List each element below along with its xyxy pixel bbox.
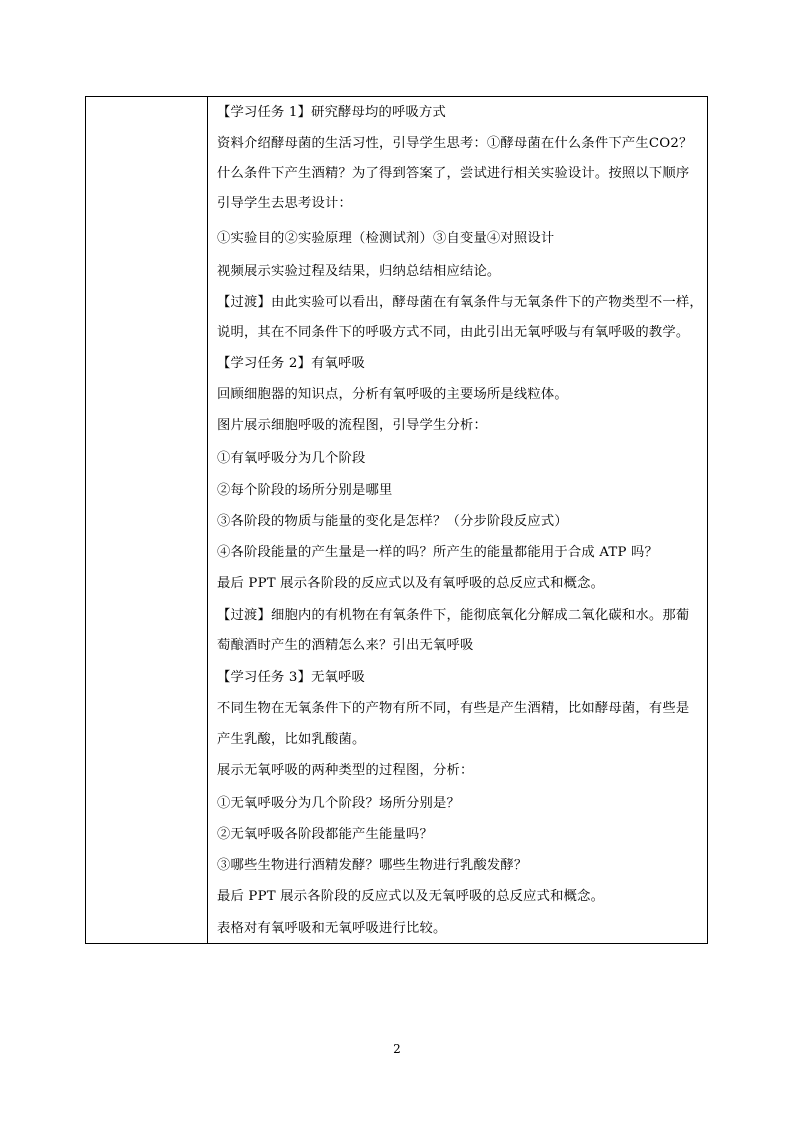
text-line: 最后 PPT 展示各阶段的反应式以及有氧呼吸的总反应式和概念。 [217,576,605,591]
text-line: 不同生物在无氧条件下的产物有所不同，有些是产生酒精，比如酵母菌，有些是 [217,701,690,716]
text-line: ②无氧呼吸各阶段都能产生能量吗？ [217,827,433,842]
text-line: 【过渡】由此实验可以看出，酵母菌在有氧条件与无氧条件下的产物类型不一样， [217,295,703,310]
lesson-table [85,96,708,944]
text-line: 表格对有氧呼吸和无氧呼吸进行比较。 [217,921,447,936]
text-line: 图片展示细胞呼吸的流程图，引导学生分析： [217,418,487,433]
text-line: 【学习任务 1】研究酵母均的呼吸方式 [217,105,447,120]
text-line: 【学习任务 2】有氧呼吸 [217,356,366,371]
text-line: ①实验目的②实验原理（检测试剂）③自变量④对照设计 [217,231,555,246]
text-line: 回顾细胞器的知识点，分析有氧呼吸的主要场所是线粒体。 [217,387,568,402]
table-left-cell [86,97,208,943]
text-line: 引导学生去思考设计： [217,196,352,211]
text-line: ②每个阶段的场所分别是哪里 [217,483,393,498]
text-line: ③哪些生物进行酒精发酵？哪些生物进行乳酸发酵？ [217,858,528,873]
text-line: 说明，其在不同条件下的呼吸方式不同，由此引出无氧呼吸与有氧呼吸的教学。 [217,325,690,340]
text-line: 产生乳酸，比如乳酸菌。 [217,732,366,747]
text-line: ①无氧呼吸分为几个阶段？场所分别是？ [217,796,460,811]
text-line: ①有氧呼吸分为几个阶段 [217,451,366,466]
text-line: ④各阶段能量的产生量是一样的吗？所产生的能量都能用于合成 ATP 吗？ [217,545,659,560]
text-line: 什么条件下产生酒精？为了得到答案了，尝试进行相关实验设计。按照以下顺序 [217,166,690,181]
text-line: ③各阶段的物质与能量的变化是怎样？（分步阶段反应式） [217,514,568,529]
text-line: 资料介绍酵母菌的生活习性，引导学生思考：①酵母菌在什么条件下产生CO2？ [217,136,693,151]
text-line: 视频展示实验过程及结果，归纳总结相应结论。 [217,264,501,279]
text-line: 展示无氧呼吸的两种类型的过程图，分析： [217,763,474,778]
text-line: 最后 PPT 展示各阶段的反应式以及无氧呼吸的总反应式和概念。 [217,889,605,904]
page-number: 2 [393,1042,401,1056]
text-line: 【过渡】细胞内的有机物在有氧条件下，能彻底氧化分解成二氧化碳和水。那葡 [217,608,690,623]
table-content-cell [208,97,707,943]
text-line: 萄酿酒时产生的酒精怎么来？引出无氧呼吸 [217,638,474,653]
text-line: 【学习任务 3】无氧呼吸 [217,670,366,685]
